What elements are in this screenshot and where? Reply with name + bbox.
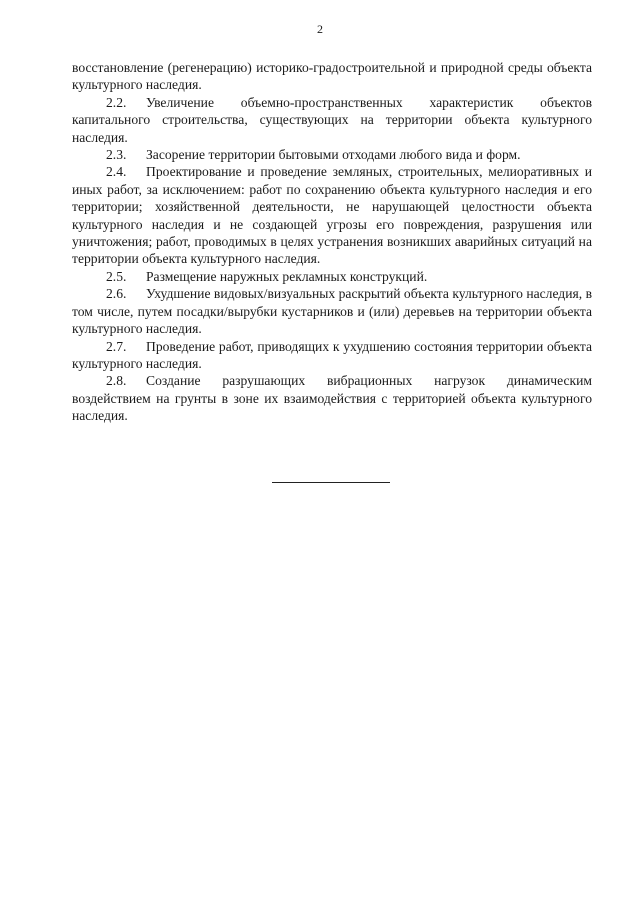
page-number: 2 [317, 22, 323, 36]
item-number: 2.5. [106, 268, 127, 284]
item-text: Проведение работ, приводящих к ухудшению состояния территории объекта культурного наследия. [72, 338, 592, 371]
item-number: 2.2. [106, 94, 127, 110]
list-item-2-8 [72, 372, 592, 424]
document-body [72, 59, 592, 425]
item-text: Засорение территории бытовыми отходами любого вида и форм. [146, 147, 521, 163]
continuation-paragraph: восстановление (регенерацию) историко-градостроительной и природной среды объекта культурного наследия. [72, 60, 592, 93]
item-number: 2.7. [106, 338, 127, 354]
item-number: 2.3. [106, 147, 127, 163]
list-item-2-4 [72, 163, 592, 267]
item-number: 2.4. [106, 164, 127, 180]
end-of-text-divider [272, 482, 390, 483]
item-text: Создание разрушающих вибрационных нагрузок динамическим воздействием на грунты в зоне их взаимодействия с территорией объекта культурного наследия. [72, 373, 592, 424]
item-text: Проектирование и проведение земляных, строительных, мелиоративных и иных работ, за исключением: работ по сохранению объекта культурного наследия и его территории; хозяйственной деятельности, не нарушающей целостности объекта культурного наследия и не создающей угрозы его повреждения, разрушения или уничтожения; работ, проводимых в целях устранения возникших аварийных ситуаций на территории объекта культурного наследия. [72, 164, 592, 267]
item-text: Увеличение объемно-пространственных характеристик объектов капитального строительства, существующих на территории объекта культурного наследия. [72, 94, 592, 145]
list-item-2-6 [72, 285, 592, 337]
item-number: 2.6. [106, 286, 127, 302]
list-item-2-3 [72, 146, 592, 163]
list-item-2-7 [72, 338, 592, 373]
list-item-2-2 [72, 94, 592, 146]
item-text: Ухудшение видовых/визуальных раскрытий объекта культурного наследия, в том числе, путем посадки/вырубки кустарников и (или) деревьев на территории объекта культурного наследия. [72, 286, 592, 337]
item-number: 2.8. [106, 373, 127, 389]
item-text: Размещение наружных рекламных конструкций. [146, 268, 428, 284]
list-item-2-5 [72, 268, 592, 285]
